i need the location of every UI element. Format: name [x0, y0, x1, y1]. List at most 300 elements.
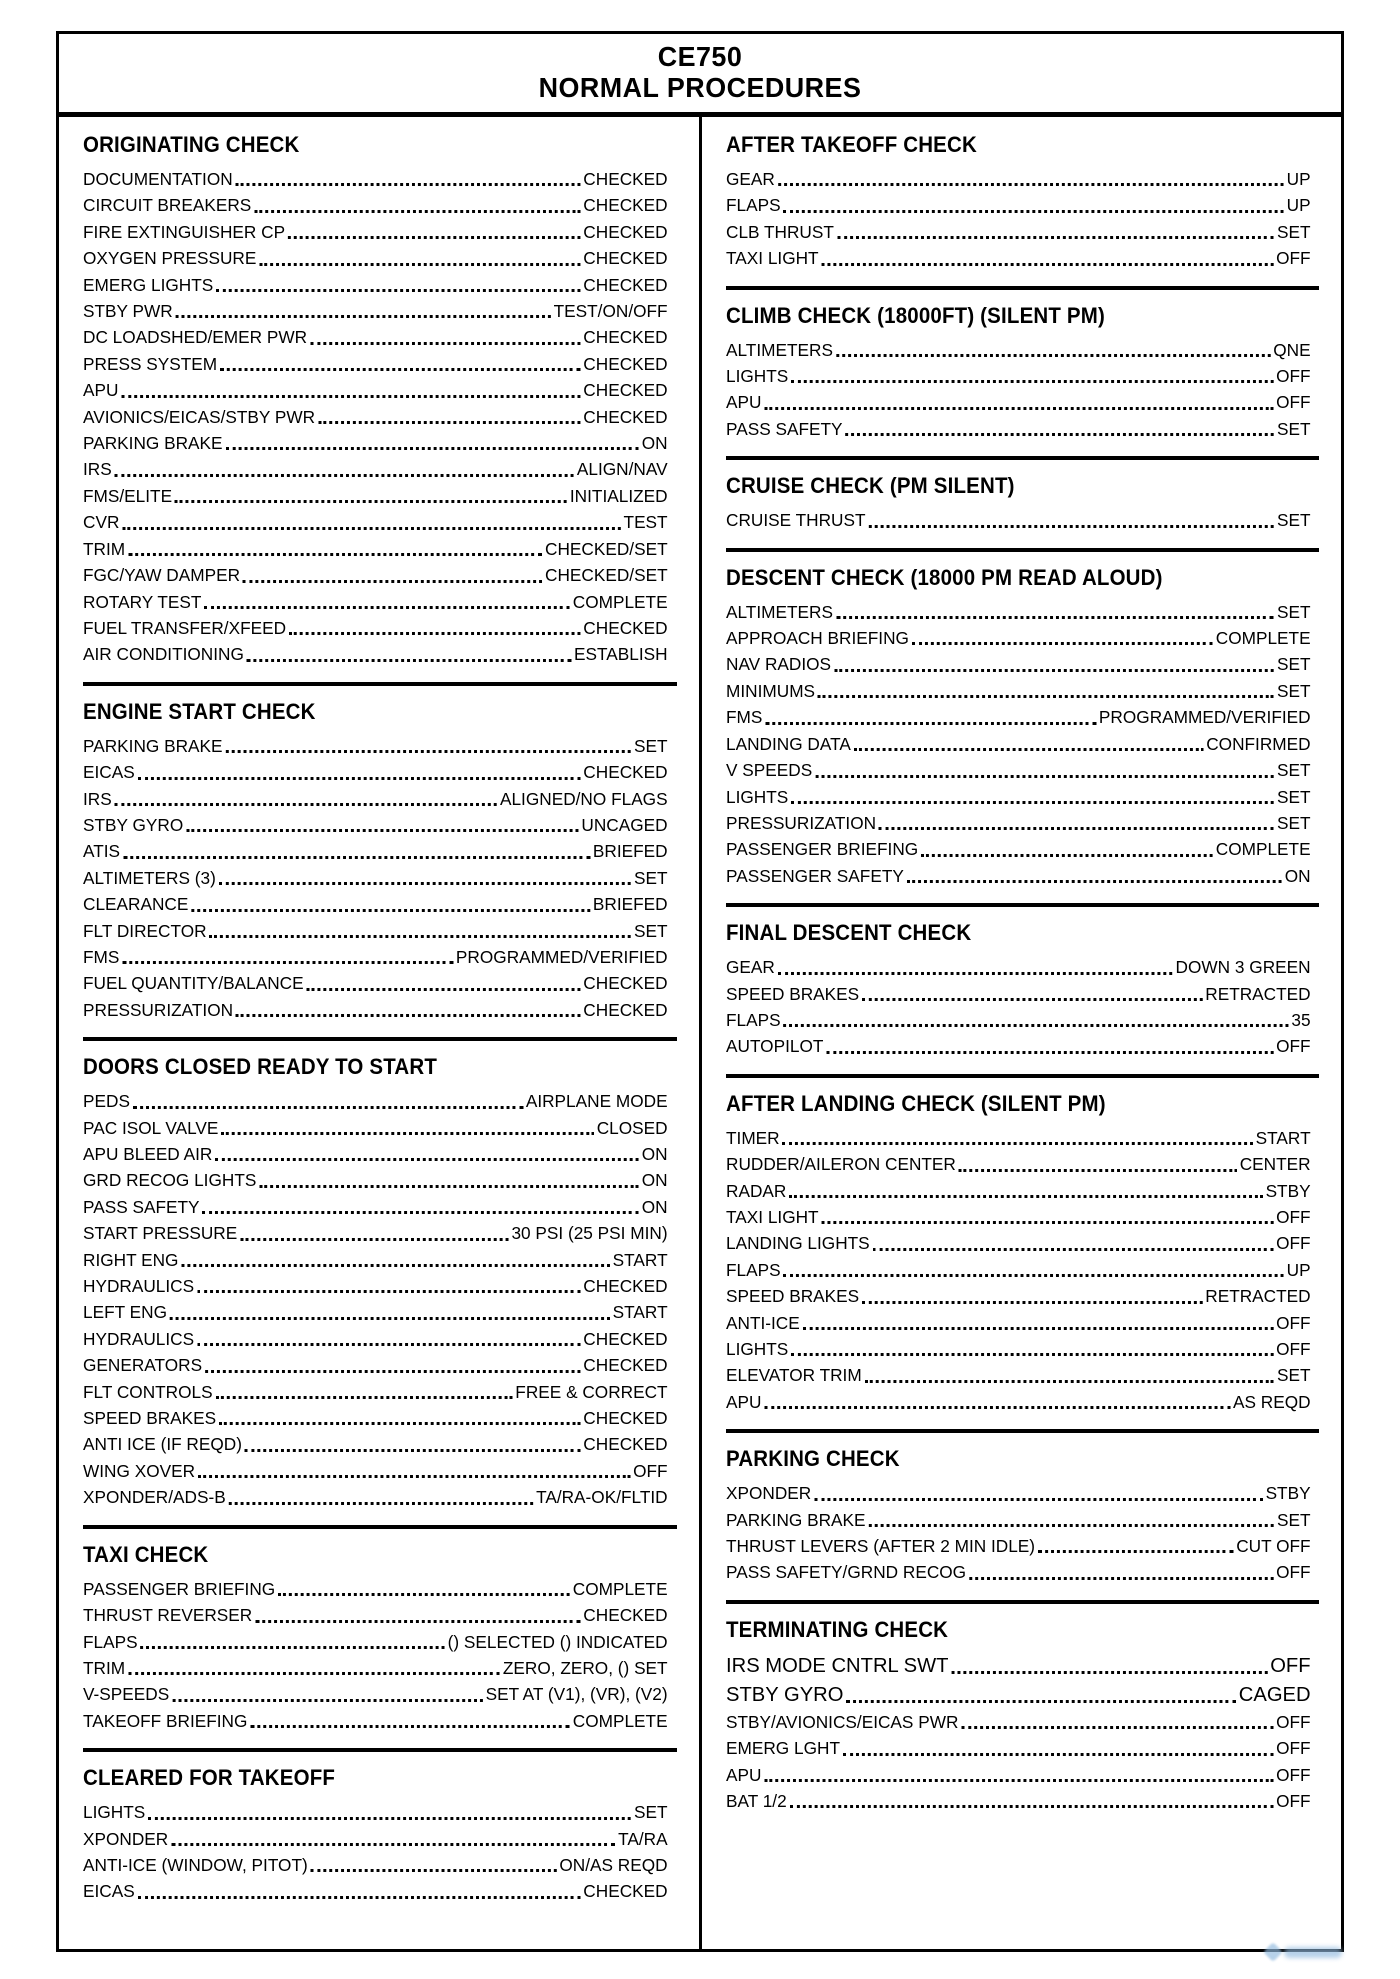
checklist-item: [726, 731, 1311, 757]
item-label: STBY GYRO: [725, 1682, 843, 1706]
item-value: QNE: [1272, 339, 1311, 360]
item-value: CAGED: [1238, 1682, 1311, 1706]
item-value: CHECKED: [583, 221, 668, 242]
section-heading: AFTER LANDING CHECK (SILENT PM): [725, 1090, 1106, 1116]
checklist-item: [726, 863, 1311, 889]
checklist-item: [726, 1680, 1311, 1709]
dot-leader: [121, 395, 580, 398]
item-value: COMPLETE: [1215, 839, 1311, 860]
item-value: ESTABLISH: [574, 644, 668, 665]
item-label: NAV RADIOS: [725, 654, 831, 675]
dot-leader: [210, 935, 632, 938]
dot-leader: [868, 525, 1274, 528]
checklist-item: [83, 1629, 668, 1655]
item-label: TRIM: [83, 538, 126, 559]
section-heading: PARKING CHECK: [725, 1446, 900, 1472]
section-heading: CLEARED FOR TAKEOFF: [83, 1765, 336, 1791]
item-label: LIGHTS: [725, 786, 788, 807]
checklist-item: [83, 1247, 668, 1273]
checklist-item: [83, 589, 668, 615]
dot-leader: [783, 1274, 1283, 1277]
dot-leader: [197, 1343, 580, 1346]
dot-leader: [278, 1593, 570, 1596]
checklist-item: [83, 509, 668, 535]
item-value: SET: [1276, 654, 1311, 675]
item-value: CHECKED: [583, 1434, 668, 1455]
section-heading: ORIGINATING CHECK: [83, 132, 300, 157]
item-value: CHECKED: [583, 195, 668, 216]
checklist-item: [83, 997, 668, 1023]
checklist-item: [83, 1167, 668, 1193]
section-heading: CLIMB CHECK (18000FT) (SILENT PM): [725, 302, 1105, 328]
checklist-section: [83, 1041, 677, 1529]
item-value: ALIGNED/NO FLAGS: [499, 788, 668, 809]
item-value: OFF: [1275, 1791, 1311, 1812]
checklist-item: [726, 836, 1311, 862]
item-value: COMPLETE: [572, 1710, 668, 1731]
checklist-item: [83, 1458, 668, 1484]
item-label: ELEVATOR TRIM: [725, 1365, 862, 1386]
document-title: NORMAL PROCEDURES: [538, 72, 862, 103]
checklist-item: [83, 1799, 668, 1825]
dot-leader: [128, 1672, 500, 1675]
item-label: FLT CONTROLS: [83, 1381, 213, 1402]
item-value: AS REQD: [1232, 1391, 1311, 1412]
checklist-item: [726, 1788, 1311, 1814]
section-heading: AFTER TAKEOFF CHECK: [725, 132, 977, 157]
dot-leader: [204, 606, 569, 609]
dot-leader: [236, 1014, 580, 1017]
item-label: FUEL TRANSFER/XFEED: [83, 617, 287, 638]
dot-leader: [868, 1524, 1274, 1527]
item-label: MINIMUMS: [725, 680, 815, 701]
item-value: ON: [641, 1196, 668, 1217]
item-label: START PRESSURE: [83, 1223, 238, 1244]
item-value: OFF: [1275, 366, 1311, 387]
item-value: INITIALIZED: [569, 485, 668, 506]
item-label: AVIONICS/EICAS/STBY PWR: [83, 406, 316, 427]
dot-leader: [835, 354, 1269, 357]
item-value: ZERO, ZERO, () SET: [502, 1657, 668, 1678]
item-value: OFF: [1275, 1738, 1311, 1759]
item-value: CUT OFF: [1235, 1536, 1311, 1557]
item-value: TA/RA-OK/FLTID: [536, 1487, 668, 1508]
item-label: APU: [725, 392, 761, 413]
item-label: XPONDER: [725, 1483, 811, 1504]
item-value: CHECKED: [583, 1881, 668, 1902]
item-label: ANTI ICE (IF REQD): [83, 1434, 242, 1455]
item-value: ON: [641, 1144, 668, 1164]
item-label: STBY GYRO: [83, 814, 184, 835]
item-value: STBY: [1265, 1180, 1311, 1201]
item-label: CIRCUIT BREAKERS: [83, 195, 252, 216]
dot-leader: [802, 1327, 1272, 1330]
right-column: [702, 117, 1342, 1949]
checklist-item: [83, 272, 668, 298]
item-label: CLB THRUST: [725, 221, 834, 242]
dot-leader: [853, 748, 1202, 751]
item-label: XPONDER: [83, 1828, 169, 1849]
checklist-item: [83, 1220, 668, 1246]
item-label: APU: [83, 380, 119, 401]
checklist-section: [726, 460, 1320, 551]
checklist-item: [726, 1151, 1311, 1177]
dot-leader: [311, 1869, 557, 1872]
dot-leader: [961, 1726, 1273, 1729]
checklist-item: [83, 245, 668, 271]
checklist-item: [726, 1178, 1311, 1204]
dot-leader: [219, 1422, 580, 1425]
checklist-item: [83, 1431, 668, 1457]
item-value: ON: [641, 1170, 668, 1191]
item-value: SET: [1276, 1509, 1311, 1530]
item-value: () SELECTED () INDICATED: [447, 1631, 668, 1652]
checklist-item: [726, 192, 1311, 218]
checklist-item: [83, 891, 668, 917]
checklist-item: [726, 954, 1311, 980]
dot-leader: [170, 1317, 610, 1320]
checklist-item: [726, 651, 1311, 677]
item-label: RUDDER/AILERON CENTER: [725, 1154, 956, 1175]
item-label: BAT 1/2: [725, 1791, 787, 1812]
item-label: LIGHTS: [83, 1802, 146, 1823]
dot-leader: [764, 407, 1273, 410]
item-value: OFF: [1275, 392, 1311, 413]
item-label: LEFT ENG: [83, 1302, 167, 1323]
dot-leader: [186, 829, 578, 832]
dot-leader: [835, 616, 1273, 619]
item-value: CHECKED: [583, 406, 668, 427]
item-label: ALTIMETERS (3): [83, 867, 216, 888]
item-value: TEST/ON/OFF: [553, 301, 668, 322]
checklist-item: [83, 838, 668, 864]
item-value: ON: [1284, 865, 1311, 886]
dot-leader: [250, 1725, 569, 1728]
dot-leader: [254, 210, 580, 213]
item-label: EICAS: [83, 762, 135, 783]
item-label: PRESSURIZATION: [725, 812, 876, 833]
dot-leader: [911, 642, 1212, 645]
item-value: BRIEFED: [592, 841, 668, 862]
aircraft-type-title: CE750: [657, 41, 743, 72]
item-value: CHECKED: [583, 973, 668, 994]
checklist-item: [83, 1852, 668, 1878]
checklist-item: [726, 1735, 1311, 1761]
dot-leader: [969, 1577, 1273, 1580]
section-heading: TAXI CHECK: [83, 1541, 209, 1567]
item-value: DOWN 3 GREEN: [1175, 957, 1311, 978]
item-label: GEAR: [725, 169, 775, 189]
item-value: UP: [1286, 169, 1311, 189]
item-label: V-SPEEDS: [83, 1684, 170, 1705]
item-value: FREE & CORRECT: [515, 1381, 668, 1402]
item-value: SET: [634, 920, 668, 941]
checklist-item: [83, 166, 668, 192]
dot-leader: [862, 1301, 1202, 1304]
dot-leader: [172, 1699, 482, 1702]
item-label: CLEARANCE: [83, 894, 189, 915]
dot-leader: [220, 368, 580, 371]
checklist-item: [726, 1125, 1311, 1151]
dot-leader: [243, 580, 542, 583]
item-label: SPEED BRAKES: [725, 1286, 859, 1307]
checklist-item: [726, 389, 1311, 415]
item-label: IRS: [83, 788, 112, 809]
item-label: ALTIMETERS: [725, 601, 833, 622]
dot-leader: [148, 1817, 631, 1820]
dot-leader: [836, 236, 1273, 239]
item-label: ALTIMETERS: [725, 339, 833, 360]
item-label: HYDRAULICS: [83, 1276, 195, 1297]
item-value: OFF: [1275, 1036, 1311, 1057]
checklist-item: [83, 219, 668, 245]
item-label: FGC/YAW DAMPER: [83, 565, 241, 586]
checklist-item: [83, 404, 668, 430]
dot-leader: [826, 1051, 1273, 1054]
item-label: PARKING BRAKE: [725, 1509, 866, 1530]
item-label: TAXI LIGHT: [725, 1206, 819, 1227]
checklist-item: [83, 812, 668, 838]
dot-leader: [288, 236, 580, 239]
dot-leader: [245, 1449, 580, 1452]
item-value: CHECKED: [583, 1328, 668, 1349]
item-label: FLAPS: [725, 1009, 781, 1030]
item-value: UNCAGED: [581, 814, 668, 835]
checklist-section: [726, 552, 1320, 907]
item-label: TIMER: [725, 1127, 780, 1148]
dot-leader: [833, 669, 1273, 672]
checklist-item: [726, 1336, 1311, 1362]
left-column: [59, 117, 702, 1949]
checklist-item: [83, 918, 668, 944]
checklist-item: [83, 641, 668, 667]
dot-leader: [259, 1185, 638, 1188]
checklist-item: [726, 1533, 1311, 1559]
item-value: START: [1255, 1127, 1311, 1148]
item-value: CHECKED: [583, 274, 668, 295]
item-label: SPEED BRAKES: [83, 1408, 217, 1429]
item-value: ON/AS REQD: [559, 1854, 668, 1875]
item-value: SET: [1276, 786, 1311, 807]
checklist-item: [726, 1007, 1311, 1033]
dot-leader: [181, 1264, 609, 1267]
item-value: UP: [1286, 195, 1311, 216]
dot-leader: [951, 1671, 1267, 1674]
columns-container: [59, 117, 1341, 1949]
checklist-section: [726, 1078, 1320, 1433]
dot-leader: [176, 315, 551, 318]
checklist-item: [726, 337, 1311, 363]
dot-leader: [289, 632, 580, 635]
dot-leader: [123, 856, 590, 859]
item-label: GEAR: [725, 957, 775, 978]
section-heading: ENGINE START CHECK: [83, 698, 316, 724]
checklist-item: [726, 757, 1311, 783]
checklist-item: [83, 970, 668, 996]
item-label: PASSENGER SAFETY: [725, 865, 904, 886]
item-value: SET: [634, 735, 668, 756]
title-box: [59, 34, 1341, 117]
section-heading: TERMINATING CHECK: [725, 1616, 948, 1642]
checklist-section: [83, 119, 677, 686]
item-value: SET: [1276, 601, 1311, 622]
checklist-item: [83, 1681, 668, 1707]
checklist-item: [83, 1141, 668, 1167]
dot-leader: [765, 722, 1096, 725]
dot-leader: [115, 803, 497, 806]
checklist-item: [83, 615, 668, 641]
dot-leader: [879, 827, 1274, 830]
item-label: FMS/ELITE: [83, 485, 173, 506]
item-label: FIRE EXTINGUISHER CP: [83, 221, 286, 242]
dot-leader: [845, 433, 1274, 436]
checklist-item: [726, 625, 1311, 651]
checklist-item: [83, 562, 668, 588]
checklist-item: [726, 1283, 1311, 1309]
item-label: LANDING LIGHTS: [725, 1233, 870, 1254]
dot-leader: [215, 1158, 638, 1161]
item-label: TAXI LIGHT: [725, 248, 819, 269]
dot-leader: [921, 854, 1213, 857]
checklist-section: [83, 1529, 677, 1752]
checklist-item: [726, 1709, 1311, 1735]
item-label: V SPEEDS: [725, 760, 812, 781]
section-heading: FINAL DESCENT CHECK: [725, 920, 971, 946]
dot-leader: [789, 1805, 1273, 1808]
checklist-item: [726, 1230, 1311, 1256]
item-label: SPEED BRAKES: [725, 983, 859, 1004]
checklist-item: [726, 1389, 1311, 1415]
item-value: CONFIRMED: [1205, 733, 1311, 754]
item-label: THRUST REVERSER: [83, 1605, 253, 1626]
item-value: CLOSED: [596, 1117, 668, 1138]
checklist-item: [726, 810, 1311, 836]
checklist-item: [83, 377, 668, 403]
checklist-item: [83, 1379, 668, 1405]
item-label: FLAPS: [725, 195, 781, 216]
checklist-item: [726, 981, 1311, 1007]
dot-leader: [115, 474, 574, 477]
checklist-item: [83, 1326, 668, 1352]
item-label: EMERG LGHT: [725, 1738, 840, 1759]
section-heading: CRUISE CHECK (PM SILENT): [725, 473, 1015, 499]
item-label: PARKING BRAKE: [83, 433, 223, 454]
item-value: SET: [1276, 812, 1311, 833]
item-label: LIGHTS: [725, 1339, 788, 1359]
checklist-section: [83, 1752, 677, 1919]
dot-leader: [846, 1700, 1235, 1703]
item-value: AIRPLANE MODE: [525, 1091, 668, 1112]
item-label: DC LOADSHED/EMER PWR: [83, 327, 308, 348]
dot-leader: [764, 1406, 1230, 1409]
item-value: SET: [1276, 510, 1311, 531]
item-value: CHECKED/SET: [544, 565, 668, 586]
checklist-item: [726, 678, 1311, 704]
item-label: GENERATORS: [83, 1355, 203, 1376]
dot-leader: [906, 880, 1281, 883]
item-value: CHECKED/SET: [544, 538, 668, 559]
section-heading: DESCENT CHECK (18000 PM READ ALOUD): [725, 564, 1163, 590]
dot-leader: [226, 750, 632, 753]
checklist-item: [83, 1352, 668, 1378]
section-heading: DOORS CLOSED READY TO START: [83, 1054, 438, 1080]
checklist-item: [83, 944, 668, 970]
item-value: START: [612, 1249, 668, 1270]
item-label: CRUISE THRUST: [725, 510, 866, 531]
item-value: START: [612, 1302, 668, 1323]
item-label: XPONDER/ADS-B: [83, 1487, 226, 1508]
checklist-item: [726, 416, 1311, 442]
item-label: PASSENGER BRIEFING: [83, 1578, 276, 1599]
item-value: CHECKED: [583, 380, 668, 401]
dot-leader: [814, 1498, 1262, 1501]
dot-leader: [783, 210, 1283, 213]
item-label: PASS SAFETY: [83, 1196, 200, 1217]
item-label: PASS SAFETY/GRND RECOG: [725, 1562, 966, 1583]
item-label: LANDING DATA: [725, 733, 851, 754]
dot-leader: [175, 500, 567, 503]
checklist-section: [726, 290, 1320, 461]
checklist-item: [83, 1299, 668, 1325]
dot-leader: [128, 553, 542, 556]
dot-leader: [864, 1380, 1273, 1383]
dot-leader: [219, 882, 631, 885]
checklist-item: [83, 786, 668, 812]
dot-leader: [791, 801, 1274, 804]
item-label: LIGHTS: [725, 366, 788, 387]
checklist-item: [726, 1762, 1311, 1788]
item-value: TA/RA: [618, 1828, 668, 1849]
dot-leader: [764, 1779, 1273, 1782]
dot-leader: [138, 777, 581, 780]
checklist-item: [726, 1480, 1311, 1506]
item-value: STBY: [1265, 1483, 1311, 1504]
item-value: COMPLETE: [1215, 628, 1311, 649]
checklist-item: [726, 1651, 1311, 1680]
item-value: UP: [1286, 1259, 1311, 1280]
item-label: DOCUMENTATION: [83, 169, 233, 189]
dot-leader: [240, 1238, 508, 1241]
dot-leader: [229, 1502, 533, 1505]
checklist-item: [83, 1602, 668, 1628]
dot-leader: [226, 447, 639, 450]
item-label: FUEL QUANTITY/BALANCE: [83, 973, 304, 994]
dot-leader: [862, 998, 1202, 1001]
checklist-item: [83, 351, 668, 377]
dot-leader: [958, 1169, 1236, 1172]
item-value: OFF: [1275, 1764, 1311, 1785]
checklist-item: [726, 166, 1311, 192]
item-value: OFF: [1275, 1339, 1311, 1359]
item-label: AUTOPILOT: [725, 1036, 823, 1057]
item-value: CHECKED: [583, 1355, 668, 1376]
dot-leader: [216, 1396, 513, 1399]
checklist-item: [83, 536, 668, 562]
checklist-item: [83, 1194, 668, 1220]
item-label: WING XOVER: [83, 1460, 196, 1481]
item-value: OFF: [1275, 248, 1311, 269]
item-value: OFF: [633, 1460, 668, 1481]
checklist-item: [726, 1033, 1311, 1059]
item-value: SET: [634, 867, 668, 888]
item-label: ATIS: [83, 841, 121, 862]
dot-leader: [318, 421, 580, 424]
dot-leader: [842, 1753, 1272, 1756]
item-label: APU: [725, 1391, 761, 1412]
item-label: FLAPS: [725, 1259, 781, 1280]
checklist-item: [726, 1204, 1311, 1230]
item-value: SET: [1276, 221, 1311, 242]
